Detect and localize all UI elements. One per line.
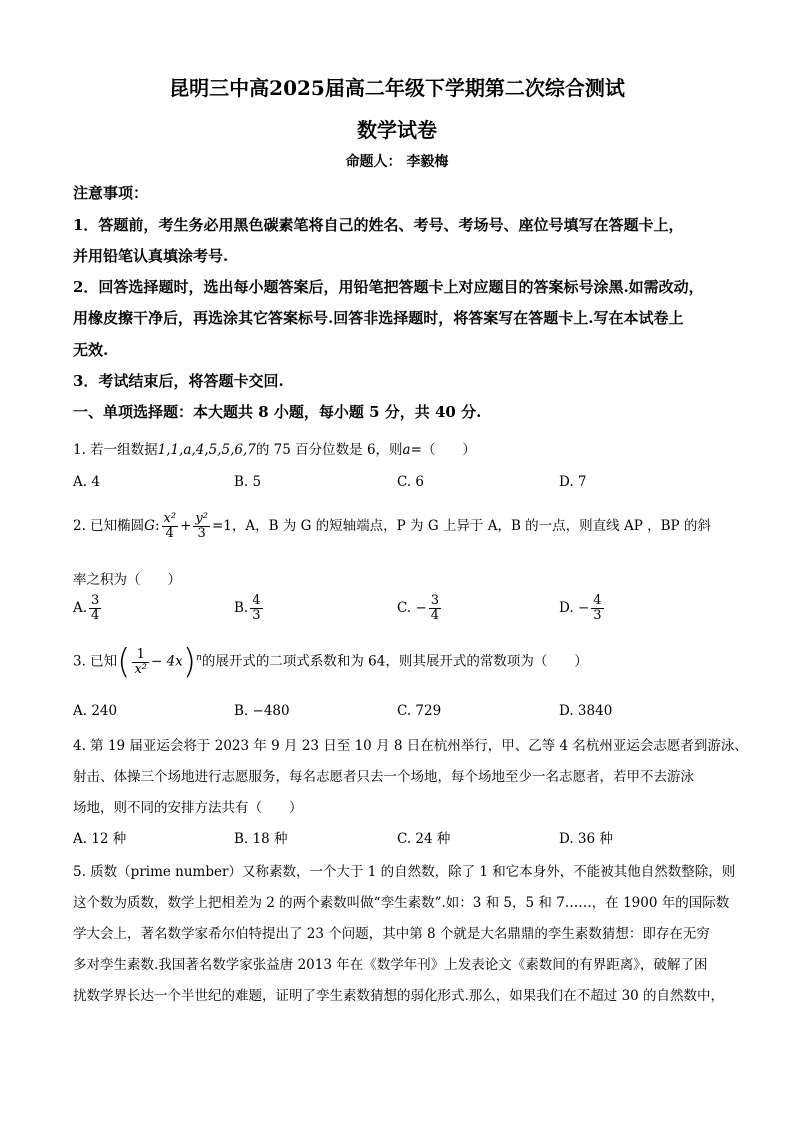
q1-var: a — [402, 442, 411, 458]
notice-item1-line2: 并用铅笔认真填涂考号. — [73, 247, 229, 265]
q4-line2: 射击、体操三个场地进行志愿服务，每名志愿者只去一个场地，每个场地至少一名志愿者，若甲不去游泳 — [73, 769, 694, 785]
q3-option-b: B. −480 — [234, 703, 290, 719]
q2-option-b: B. $\frac{4}{3}$ — [234, 593, 261, 623]
q3-prefix: 3. 已知 — [73, 653, 118, 670]
q3-frac: $\frac{1}{\text{x²}}$ — [134, 646, 147, 677]
q3-option-c: C. 729 — [397, 703, 442, 719]
notice-item2-line1: 2．回答选择题时，选出每小题答案后，用铅笔把答题卡上对应题目的答案标号涂黑.如需改动， — [73, 278, 704, 296]
q1-option-d: D. 7 — [559, 474, 587, 490]
notice-heading: 注意事项： — [73, 184, 149, 202]
q2-frac-y: $\frac{\text{y²}}{3}$ — [195, 511, 208, 541]
q2-eq-rhs: =1 — [211, 518, 232, 534]
q4-option-c: C. 24 种 — [397, 831, 451, 847]
q5-line3: 学大会上，著名数学家希尔伯特提出了 23 个问题，其中第 8 个就是大名鼎鼎的孪生素数猜想：即存在无穷 — [73, 926, 710, 942]
q2-frac-x: $\frac{\text{x²}}{4}$ — [163, 511, 177, 541]
q4-line3: 场地，则不同的安排方法共有（ ） — [73, 800, 303, 816]
q5-line4: 多对孪生素数.我国著名数学家张益唐 2013 年在《数学年刊》上发表论文《素数间的有界距离》，破解了困 — [73, 957, 708, 973]
notice-item1-line1: 1．答题前，考生务必用黑色碳素笔将自己的姓名、考号、考场号、座位号填写在答题卡上， — [73, 216, 684, 234]
q1-suffix: 的 75 百分位数是 6，则 — [255, 442, 403, 458]
q3-option-a: A. 240 — [73, 703, 118, 719]
notice-item2-line2: 用橡皮擦干净后，再选涂其它答案标号.回答非选择题时，将答案写在答题卡上.写在本试卷上 — [73, 309, 684, 327]
section1-heading: 一、单项选择题：本大题共 8 小题，每小题 5 分，共 40 分. — [73, 403, 482, 421]
q2-text-line2: 率之积为（ ） — [73, 572, 181, 588]
q5-line5: 扰数学界长达一个半世纪的难题，证明了孪生素数猜想的弱化形式.那么，如果我们在不超过 30 的自然数中， — [73, 988, 725, 1004]
q3-option-d: D. 3840 — [559, 703, 613, 719]
q2-option-c: C. − $\frac{3}{4}$ — [397, 593, 440, 623]
q2-prefix: 2. 已知椭圆 — [73, 518, 145, 534]
q3-text: 的展开式的二项式系数和为 64，则其展开式的常数项为（ ） — [201, 653, 588, 670]
q4-option-d: D. 36 种 — [559, 831, 613, 847]
exam-author: 命题人： 李毅梅 — [345, 154, 449, 170]
q3-exponent: n — [196, 653, 202, 663]
question-3: 3. 已知( $\frac{1}{\text{x²}}$ − 4x)$^n$的展开式的二项式系数和为 64，则其展开式的常数项为（ ） — [73, 642, 588, 682]
q1-option-c: C. 6 — [397, 474, 425, 490]
q4-option-b: B. 18 种 — [234, 831, 288, 847]
q2-option-d: D. − $\frac{4}{3}$ — [559, 593, 602, 623]
q1-prefix: 1. 若一组数据 — [73, 442, 158, 458]
q2-option-a: A. $\frac{3}{4}$ — [73, 593, 100, 623]
q2-ellipse-name: G — [144, 518, 155, 534]
notice-item2-line3: 无效. — [73, 341, 109, 359]
q4-line1: 4. 第 19 届亚运会将于 2023 年 9 月 23 日至 10 月 8 日在杭州举行，甲、乙等 4 名杭州亚运会志愿者到游泳、 — [73, 738, 748, 754]
q3-middle: − 4x — [150, 653, 183, 670]
exam-title: 昆明三中高2025届高二年级下学期第二次综合测试 — [169, 76, 625, 100]
q5-line1: 5. 质数（prime number）又称素数，一个大于 1 的自然数，除了 1 和它本身外，不能被其他自然数整除，则 — [73, 864, 736, 880]
exam-subject: 数学试卷 — [357, 118, 437, 142]
q5-line2: 这个数为质数，数学上把相差为 2 的两个素数叫做“孪生素数”.如：3 和 5，5 和 7……，在 1900 年的国际数 — [73, 895, 730, 911]
question-2: 2. 已知椭圆G: $\frac{\text{x²}}{4}$ + $\frac{\text{y²}}{3}$ =1，A，B 为 G 的短轴端点，P 为 G 上异于 A，B 的一点，则直线 AP ，BP 的斜 — [73, 511, 711, 541]
notice-item3: 3．考试结束后，将答题卡交回. — [73, 372, 284, 390]
q1-end: =（ ） — [410, 442, 476, 458]
q1-data: 1,1,a,4,5,5,6,7 — [157, 442, 256, 458]
q4-option-a: A. 12 种 — [73, 831, 127, 847]
question-1 — [73, 438, 733, 458]
q2-text: ，A，B 为 G 的短轴端点，P 为 G 上异于 A，B 的一点，则直线 AP ，BP 的斜 — [231, 518, 711, 534]
q1-option-a: A. 4 — [73, 474, 100, 490]
q1-option-b: B. 5 — [234, 474, 262, 490]
